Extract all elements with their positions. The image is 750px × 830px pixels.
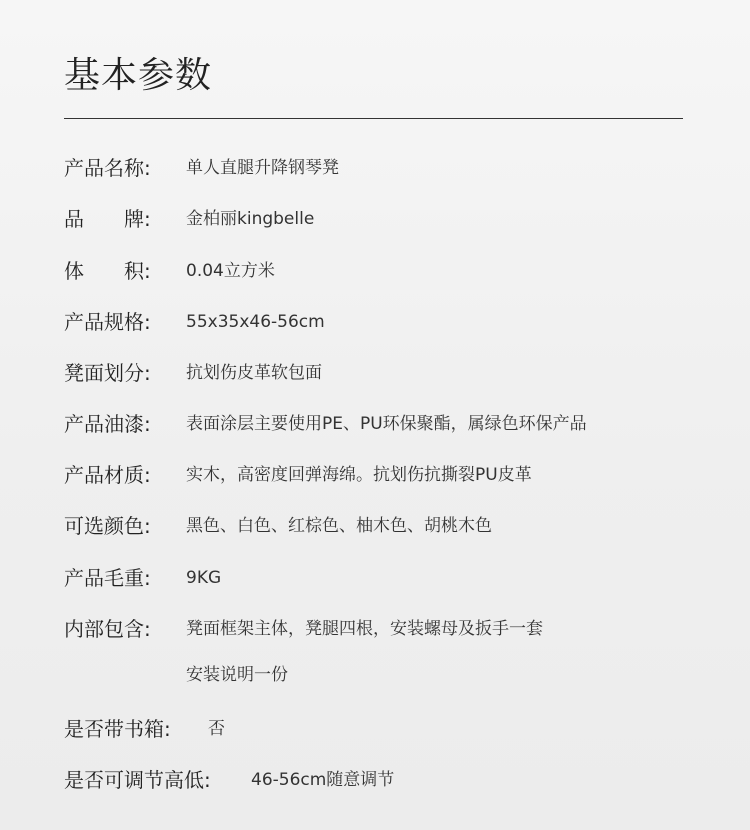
spec-value: 表面涂层主要使用PE、PU环保聚酯，属绿色环保产品 bbox=[186, 414, 587, 434]
spec-value: 0.04立方米 bbox=[186, 261, 275, 281]
spec-label: 产品名称: bbox=[64, 156, 151, 180]
spec-value: 实木，高密度回弹海绵。抗划伤抗撕裂PU皮革 bbox=[186, 465, 532, 485]
spec-label: 产品材质: bbox=[64, 463, 151, 487]
spec-row-dimensions bbox=[64, 307, 325, 337]
spec-value: 凳面框架主体，凳腿四根，安装螺母及扳手一套 bbox=[186, 619, 543, 639]
spec-value-contents-line2: 安装说明一份 bbox=[186, 665, 288, 685]
spec-row-gross-weight bbox=[64, 563, 221, 593]
spec-label: 体 积: bbox=[64, 259, 151, 283]
spec-label: 品 牌: bbox=[64, 207, 151, 231]
spec-row-product-name bbox=[64, 153, 339, 183]
spec-row-seat-surface bbox=[64, 358, 322, 388]
spec-value: 单人直腿升降钢琴凳 bbox=[186, 158, 339, 178]
spec-label: 凳面划分: bbox=[64, 361, 151, 385]
spec-row-paint bbox=[64, 409, 587, 439]
spec-row-height-adjustable bbox=[64, 765, 394, 795]
page-title: 基本参数 bbox=[64, 55, 213, 96]
spec-label: 产品毛重: bbox=[64, 566, 151, 590]
spec-label: 是否带书箱: bbox=[64, 717, 171, 741]
spec-label: 可选颜色: bbox=[64, 514, 151, 538]
spec-row-brand bbox=[64, 204, 314, 234]
spec-label: 是否可调节高低: bbox=[64, 768, 211, 792]
spec-value: 黑色、白色、红棕色、柚木色、胡桃木色 bbox=[186, 516, 492, 536]
title-divider bbox=[64, 118, 683, 119]
spec-value: 否 bbox=[208, 719, 225, 739]
spec-label: 内部包含: bbox=[64, 617, 151, 641]
spec-row-material bbox=[64, 460, 532, 490]
spec-row-book-box bbox=[64, 714, 225, 744]
spec-label: 产品油漆: bbox=[64, 412, 151, 436]
spec-row-volume bbox=[64, 256, 275, 286]
spec-value: 55x35x46-56cm bbox=[186, 312, 325, 332]
spec-value: 46-56cm随意调节 bbox=[251, 770, 395, 790]
spec-value: 金柏丽kingbelle bbox=[186, 209, 315, 229]
spec-row-contents bbox=[64, 614, 543, 644]
spec-label: 产品规格: bbox=[64, 310, 151, 334]
spec-value: 9KG bbox=[186, 568, 222, 588]
spec-value: 抗划伤皮革软包面 bbox=[186, 363, 322, 383]
spec-row-colors bbox=[64, 511, 492, 541]
